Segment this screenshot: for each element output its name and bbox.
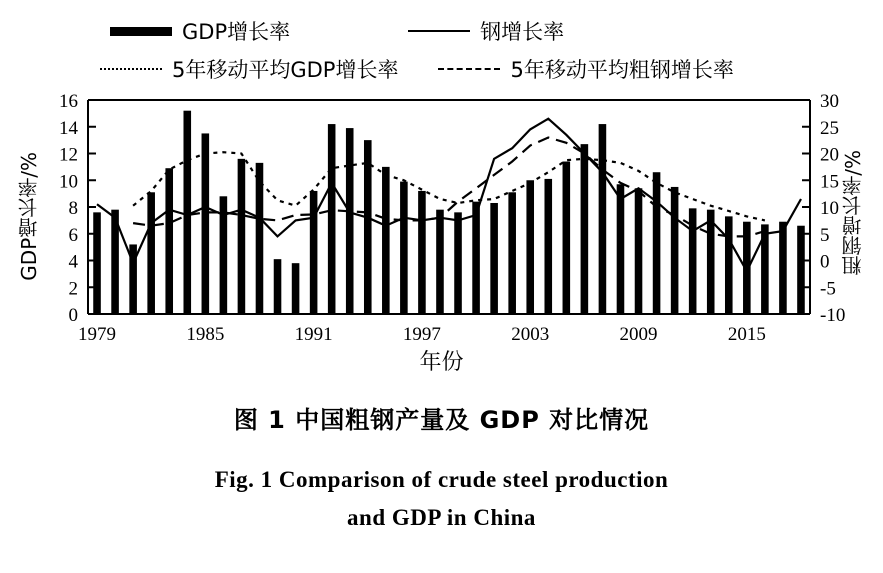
y-tick-right: 0 — [820, 251, 830, 273]
y-tick-left: 6 — [68, 224, 78, 246]
y-axis-label-right: 粗钢增长率/% — [841, 150, 865, 276]
y-tick-left: 4 — [68, 251, 78, 273]
bar — [202, 133, 210, 314]
chart-svg — [0, 92, 883, 342]
legend-label-steel-growth: 钢增长率 — [480, 20, 565, 44]
bar — [797, 226, 805, 314]
y-tick-right: 15 — [820, 171, 839, 193]
legend-label-ma5-steel: 5年移动平均粗钢增长率 — [510, 58, 734, 82]
y-tick-right: 10 — [820, 198, 839, 219]
bar — [346, 128, 354, 314]
y-tick-left: 12 — [59, 144, 78, 166]
x-tick: 2009 — [619, 324, 658, 342]
bar — [617, 184, 625, 314]
bar — [436, 210, 444, 314]
bar — [400, 182, 408, 314]
y-tick-left: 2 — [68, 278, 78, 300]
line-ma5-steel — [133, 138, 765, 237]
legend-item-ma5-steel — [438, 50, 733, 88]
bar — [292, 263, 300, 314]
bar — [544, 179, 552, 314]
bar — [238, 159, 246, 314]
chart-legend — [100, 12, 820, 90]
x-tick: 1985 — [186, 324, 225, 342]
bar — [508, 192, 516, 314]
x-tick: 1979 — [78, 324, 117, 342]
y-tick-right: -10 — [820, 305, 846, 326]
bar — [165, 168, 173, 314]
y-axis-label-left: GDP增长率/% — [17, 152, 41, 281]
bar — [183, 111, 191, 314]
y-tick-left: 0 — [68, 305, 78, 326]
legend-item-gdp-growth — [110, 12, 290, 50]
bar — [274, 259, 282, 314]
bar — [364, 140, 372, 314]
bar — [526, 180, 534, 314]
y-tick-left: 16 — [59, 92, 78, 112]
x-tick: 1991 — [294, 324, 333, 342]
legend-item-ma5-gdp — [100, 50, 398, 88]
legend-swatch-thick-bar — [110, 24, 172, 38]
bar — [454, 212, 462, 314]
caption-english-line1: Fig. 1 Comparison of crude steel production — [214, 467, 669, 492]
plot-area — [0, 92, 883, 382]
legend-swatch-dashed-line — [438, 62, 500, 76]
legend-label-gdp-growth: GDP增长率 — [182, 20, 291, 44]
bar — [328, 124, 336, 314]
legend-label-ma5-gdp: 5年移动平均GDP增长率 — [172, 58, 399, 82]
bar — [147, 192, 155, 314]
legend-row-2 — [100, 50, 820, 88]
y-tick-right: 5 — [820, 224, 830, 246]
legend-item-steel-growth — [408, 12, 564, 50]
y-tick-right: 20 — [820, 144, 839, 166]
bar — [563, 162, 571, 314]
caption-english-line2: and GDP in China — [347, 504, 536, 530]
x-tick: 2003 — [511, 324, 550, 342]
figure-caption — [0, 400, 883, 537]
bar — [599, 124, 607, 314]
bar — [310, 191, 318, 314]
bar — [472, 202, 480, 314]
bar — [382, 167, 390, 314]
y-tick-right: 30 — [820, 92, 839, 112]
legend-swatch-solid-line — [408, 24, 470, 38]
legend-row-1 — [100, 12, 820, 50]
bar — [707, 210, 715, 314]
bar — [671, 187, 679, 314]
x-tick: 2015 — [727, 324, 766, 342]
bar — [635, 188, 643, 314]
x-tick: 1997 — [402, 324, 441, 342]
bar — [490, 203, 498, 314]
caption-chinese: 图 1 中国粗钢产量及 GDP 对比情况 — [233, 406, 650, 434]
y-tick-left: 8 — [68, 198, 78, 219]
y-tick-right: 25 — [820, 117, 839, 139]
x-axis-label: 年份 — [419, 350, 464, 375]
y-tick-left: 10 — [59, 171, 78, 193]
bar — [653, 172, 661, 314]
y-tick-right: -5 — [820, 278, 836, 300]
legend-swatch-dotted-line — [100, 62, 162, 76]
y-tick-left: 14 — [59, 117, 78, 139]
bar — [779, 222, 787, 314]
bar — [93, 212, 101, 314]
bar — [581, 144, 589, 314]
bar — [418, 191, 426, 314]
bar — [725, 216, 733, 314]
